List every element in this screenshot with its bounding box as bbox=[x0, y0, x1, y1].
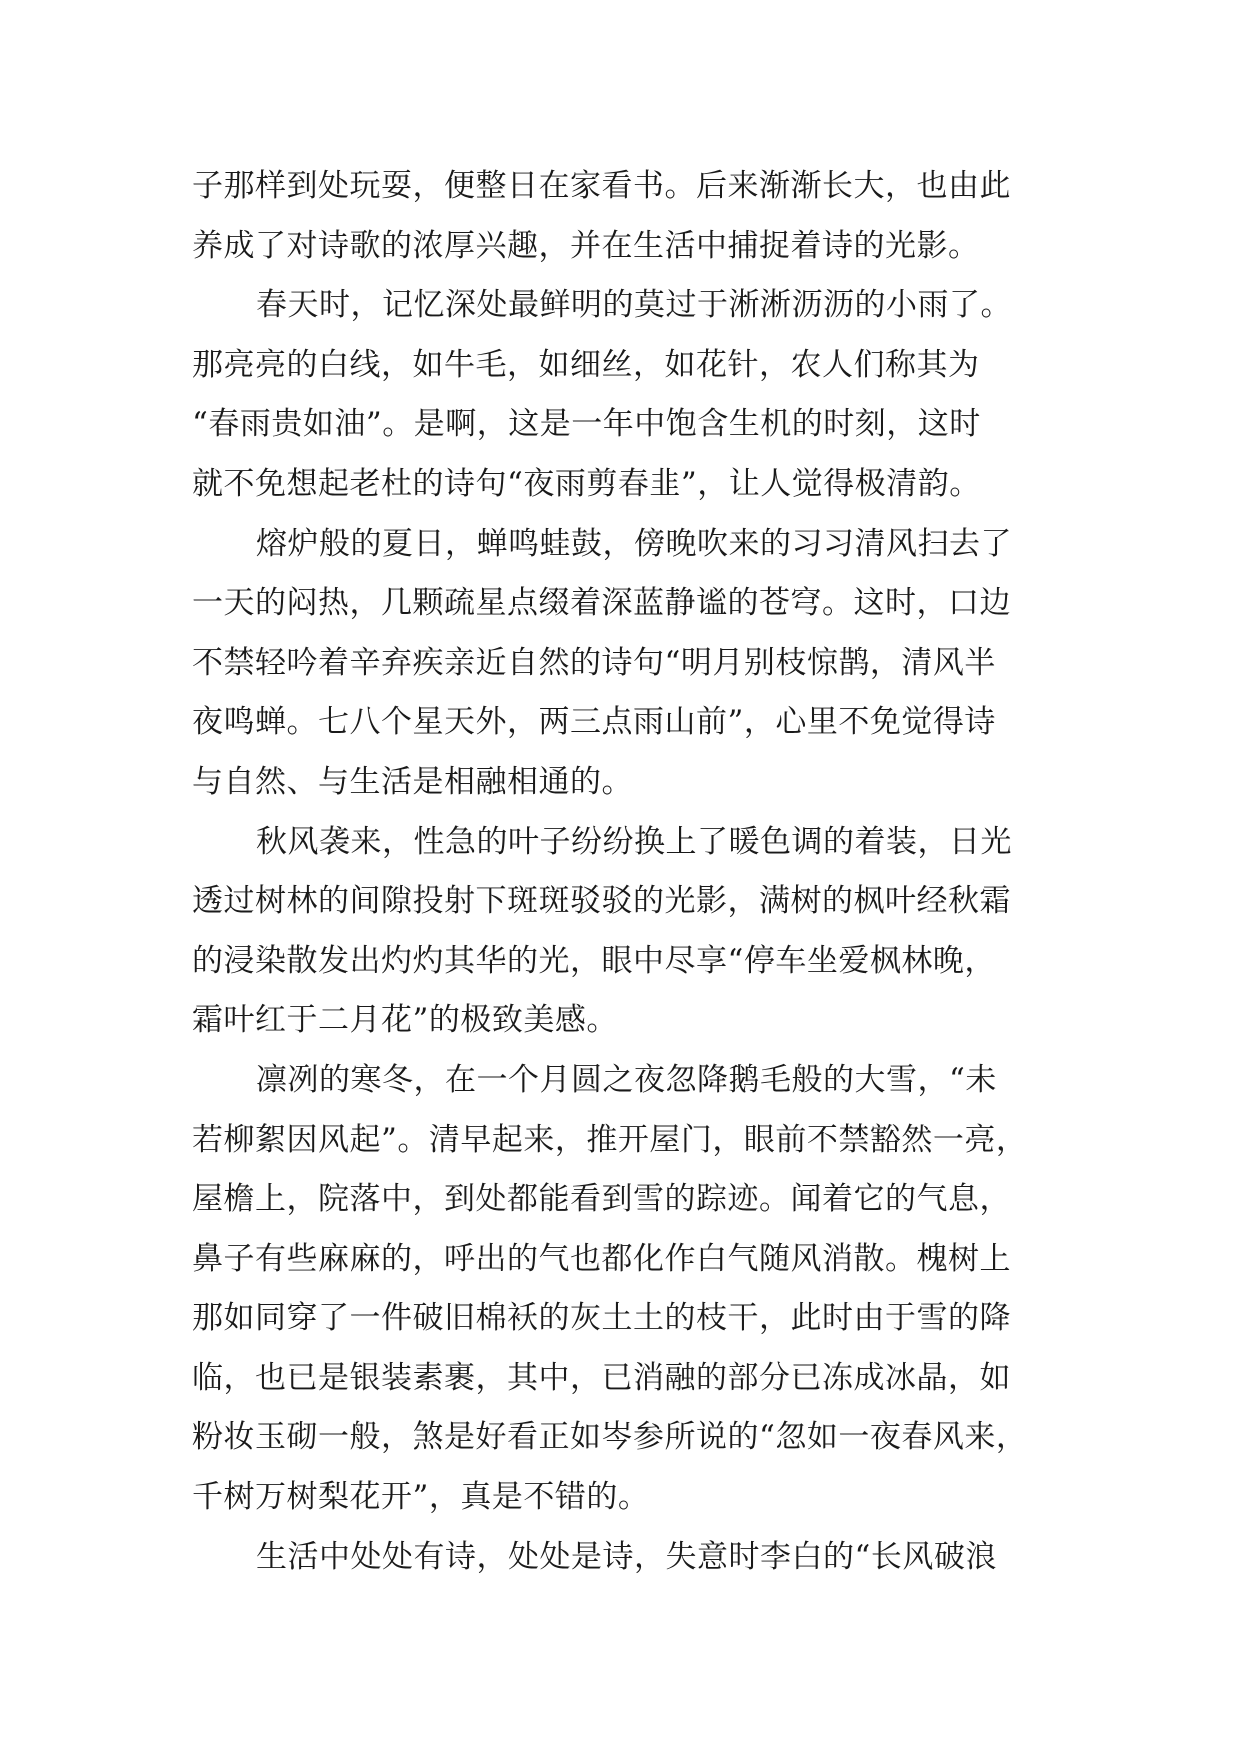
text-line: 夜鸣蝉。七八个星天外，两三点雨山前”，心里不免觉得诗 bbox=[192, 704, 996, 741]
text-line: 一天的闷热，几颗疏星点缀着深蓝静谧的苍穹。这时，口边 bbox=[192, 585, 1011, 622]
text-line: 子那样到处玩耍，便整日在家看书。后来渐渐长大，也由此 bbox=[192, 168, 1011, 204]
text-line: 的浸染散发出灼灼其华的光，眼中尽享“停车坐爱枫林晚， bbox=[192, 942, 996, 979]
text-line: 屋檐上，院落中，到处都能看到雪的踪迹。闻着它的气息， bbox=[192, 1181, 1011, 1218]
text-line: 与自然、与生活是相融相通的。 bbox=[192, 763, 633, 800]
text-line: 若柳絮因风起”。清早起来，推开屋门，眼前不禁豁然一亮， bbox=[192, 1121, 1028, 1158]
text-line-paragraph-start: 秋风袭来，性急的叶子纷纷换上了暖色调的着装，日光 bbox=[256, 823, 1012, 860]
text-line: 鼻子有些麻麻的，呼出的气也都化作白气随风消散。槐树上 bbox=[192, 1240, 1011, 1277]
text-line: 那亮亮的白线，如牛毛，如细丝，如花针，农人们称其为 bbox=[192, 346, 980, 383]
text-line: 临，也已是银装素裹，其中，已消融的部分已冻成冰晶，如 bbox=[192, 1359, 1011, 1396]
text-line: 千树万树梨花开”，真是不错的。 bbox=[192, 1479, 650, 1516]
text-line: 不禁轻吟着辛弃疾亲近自然的诗句“明月别枝惊鹊，清风半 bbox=[192, 644, 996, 681]
text-line: “春雨贵如油”。是啊，这是一年中饱含生机的时刻，这时 bbox=[192, 406, 981, 443]
text-line-paragraph-start: 生活中处处有诗，处处是诗，失意时李白的“长风破浪 bbox=[256, 1538, 997, 1575]
text-line: 那如同穿了一件破旧棉袄的灰土土的枝干，此时由于雪的降 bbox=[192, 1300, 1011, 1337]
text-line: 就不免想起老杜的诗句“夜雨剪春韭”，让人觉得极清韵。 bbox=[192, 465, 981, 502]
body-text bbox=[192, 157, 1052, 1587]
text-line-paragraph-start: 春天时，记忆深处最鲜明的莫过于淅淅沥沥的小雨了。 bbox=[256, 287, 1012, 324]
text-line-paragraph-start: 熔炉般的夏日，蝉鸣蛙鼓，傍晚吹来的习习清风扫去了 bbox=[256, 525, 1012, 562]
text-line: 透过树林的间隙投射下斑斑驳驳的光影，满树的枫叶经秋霜 bbox=[192, 883, 1011, 920]
text-line: 霜叶红于二月花”的极致美感。 bbox=[192, 1002, 618, 1039]
text-line-paragraph-start: 凛冽的寒冬，在一个月圆之夜忽降鹅毛般的大雪，“未 bbox=[256, 1061, 997, 1098]
text-line: 养成了对诗歌的浓厚兴趣，并在生活中捕捉着诗的光影。 bbox=[192, 227, 980, 264]
text-line: 粉妆玉砌一般，煞是好看正如岑参所说的“忽如一夜春风来， bbox=[192, 1419, 1028, 1456]
